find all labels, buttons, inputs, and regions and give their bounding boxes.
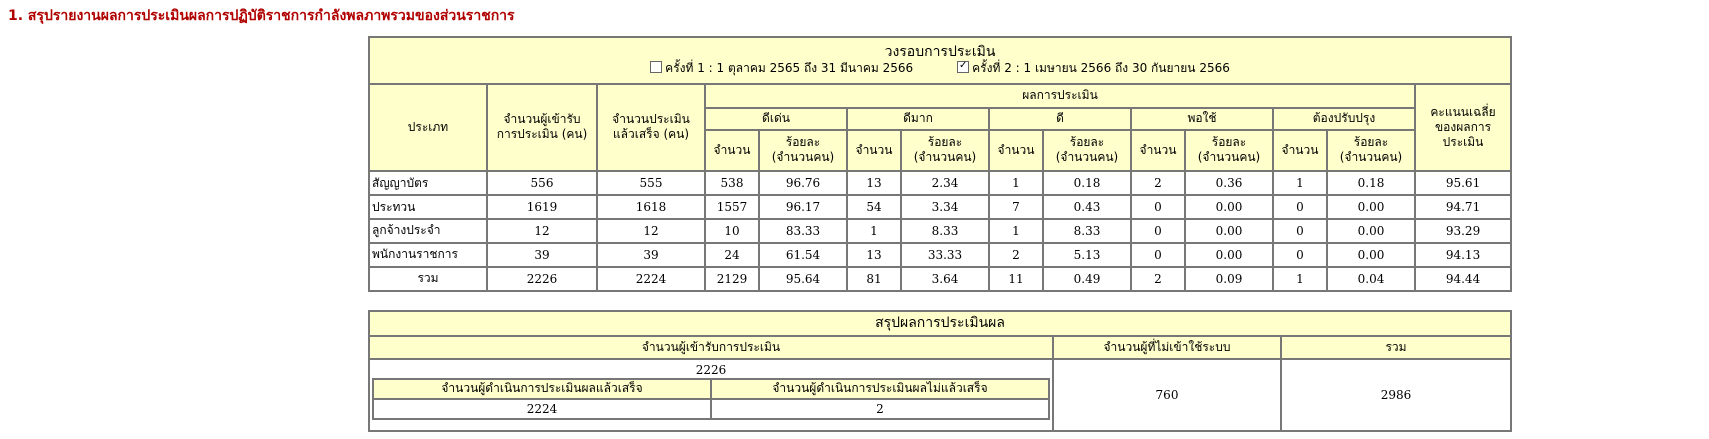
summary-participants-value: 2226: [695, 362, 727, 377]
row-average: 94.13: [1415, 243, 1511, 267]
header-participants-text: จำนวนผู้เข้ารับการประเมิน (คน): [496, 112, 588, 142]
header-evaluated-text: จำนวนประเมินแล้วเสร็จ (คน): [612, 112, 690, 142]
header-average: [1415, 84, 1511, 171]
header-level: ดี: [989, 108, 1131, 130]
header-percent: [1043, 130, 1131, 171]
row-level-percent: 0.18: [1043, 171, 1131, 195]
summary-not-done-value: 2: [711, 399, 1049, 419]
row-level-percent: 0.43: [1043, 195, 1131, 219]
row-participants: 1619: [487, 195, 597, 219]
header-percent: [759, 130, 847, 171]
row-level-count: 1557: [705, 195, 759, 219]
row-level-count: 2129: [705, 267, 759, 291]
header-average-text: คะแนนเฉลี่ยของผลการประเมิน: [1430, 104, 1496, 149]
rounds-title: วงรอบการประเมิน: [884, 43, 996, 60]
table-row: [369, 267, 1511, 291]
header-percent: [901, 130, 989, 171]
row-level-percent: 8.33: [1043, 219, 1131, 243]
row-level-count: 54: [847, 195, 901, 219]
row-evaluated: 555: [597, 171, 705, 195]
table-row: [369, 195, 1511, 219]
evaluation-results-table: [368, 36, 1512, 292]
header-percent-text: ร้อยละ (จำนวนคน): [1339, 135, 1403, 165]
row-evaluated: 2224: [597, 267, 705, 291]
header-level: ต้องปรับปรุง: [1273, 108, 1415, 130]
row-level-count: 0: [1131, 243, 1185, 267]
header-participants: [487, 84, 597, 171]
header-count: จำนวน: [1131, 130, 1185, 171]
row-level-percent: 0.00: [1185, 243, 1273, 267]
row-average: 94.71: [1415, 195, 1511, 219]
row-evaluated: 12: [597, 219, 705, 243]
row-level-count: 13: [847, 171, 901, 195]
row-participants: 556: [487, 171, 597, 195]
summary-not-used-header: จำนวนผู้ที่ไม่เข้าใช้ระบบ: [1053, 336, 1281, 359]
row-level-count: 0: [1131, 195, 1185, 219]
summary-not-done-header: จำนวนผู้ดำเนินการประเมินผลไม่แล้วเสร็จ: [711, 379, 1049, 399]
summary-participants-cell: [369, 359, 1053, 431]
row-level-percent: 5.13: [1043, 243, 1131, 267]
row-level-percent: 0.18: [1327, 171, 1415, 195]
row-participants: 12: [487, 219, 597, 243]
row-level-count: 1: [1273, 171, 1327, 195]
row-evaluated: 1618: [597, 195, 705, 219]
row-level-percent: 0.00: [1327, 243, 1415, 267]
row-participants: 2226: [487, 267, 597, 291]
row-level-percent: 83.33: [759, 219, 847, 243]
row-level-percent: 0.00: [1185, 219, 1273, 243]
row-level-count: 2: [1131, 267, 1185, 291]
row-level-percent: 3.34: [901, 195, 989, 219]
header-count: จำนวน: [847, 130, 901, 171]
row-level-percent: 0.36: [1185, 171, 1273, 195]
table-row: [369, 171, 1511, 195]
header-level: ดีมาก: [847, 108, 989, 130]
row-level-count: 0: [1273, 219, 1327, 243]
row-level-percent: 8.33: [901, 219, 989, 243]
row-type: ลูกจ้างประจำ: [369, 219, 487, 243]
header-results: ผลการประเมิน: [705, 84, 1415, 108]
row-level-percent: 0.49: [1043, 267, 1131, 291]
table-row: [369, 243, 1511, 267]
header-percent-text: ร้อยละ (จำนวนคน): [913, 135, 977, 165]
summary-title: สรุปผลการประเมินผล: [369, 311, 1511, 336]
row-level-percent: 61.54: [759, 243, 847, 267]
row-level-count: 1: [847, 219, 901, 243]
header-percent-text: ร้อยละ (จำนวนคน): [1197, 135, 1261, 165]
row-level-percent: 0.00: [1327, 219, 1415, 243]
header-percent-text: ร้อยละ (จำนวนคน): [1055, 135, 1119, 165]
row-level-percent: 33.33: [901, 243, 989, 267]
row-average: 93.29: [1415, 219, 1511, 243]
rounds-cell: [369, 37, 1511, 84]
row-level-count: 81: [847, 267, 901, 291]
row-level-percent: 3.64: [901, 267, 989, 291]
round-2-option[interactable]: [957, 61, 1230, 76]
row-level-percent: 0.09: [1185, 267, 1273, 291]
summary-completion-table: [372, 378, 1050, 420]
header-count: จำนวน: [705, 130, 759, 171]
row-level-count: 0: [1273, 195, 1327, 219]
header-level: ดีเด่น: [705, 108, 847, 130]
row-level-count: 2: [989, 243, 1043, 267]
header-evaluated: [597, 84, 705, 171]
row-level-percent: 0.00: [1185, 195, 1273, 219]
summary-total-header: รวม: [1281, 336, 1511, 359]
row-level-percent: 96.76: [759, 171, 847, 195]
row-average: 95.61: [1415, 171, 1511, 195]
row-participants: 39: [487, 243, 597, 267]
row-level-count: 1: [989, 171, 1043, 195]
table-row: [369, 219, 1511, 243]
row-level-count: 0: [1131, 219, 1185, 243]
row-level-count: 0: [1273, 243, 1327, 267]
summary-not-used-value: 760: [1053, 359, 1281, 431]
row-level-count: 7: [989, 195, 1043, 219]
row-evaluated: 39: [597, 243, 705, 267]
row-level-count: 13: [847, 243, 901, 267]
row-level-percent: 2.34: [901, 171, 989, 195]
row-type: พนักงานราชการ: [369, 243, 487, 267]
row-type: รวม: [369, 267, 487, 291]
round-1-checkbox[interactable]: [650, 61, 662, 73]
header-count: จำนวน: [989, 130, 1043, 171]
summary-done-value: 2224: [373, 399, 711, 419]
round-1-option[interactable]: [650, 61, 913, 76]
row-level-percent: 95.64: [759, 267, 847, 291]
header-level: พอใช้: [1131, 108, 1273, 130]
summary-done-header: จำนวนผู้ดำเนินการประเมินผลแล้วเสร็จ: [373, 379, 711, 399]
page-title: 1. สรุปรายงานผลการประเมินผลการปฏิบัติราชการกำลังพลภาพรวมของส่วนราชการ: [8, 8, 515, 24]
row-type: ประทวน: [369, 195, 487, 219]
row-level-count: 10: [705, 219, 759, 243]
row-level-count: 1: [989, 219, 1043, 243]
round-2-checkbox[interactable]: [957, 61, 969, 73]
header-percent: [1327, 130, 1415, 171]
round-2-label: ครั้งที่ 2 : 1 เมษายน 2566 ถึง 30 กันยายน 2566: [972, 60, 1230, 75]
row-level-count: 11: [989, 267, 1043, 291]
row-level-percent: 96.17: [759, 195, 847, 219]
row-average: 94.44: [1415, 267, 1511, 291]
round-1-label: ครั้งที่ 1 : 1 ตุลาคม 2565 ถึง 31 มีนาคม 2566: [665, 60, 914, 75]
row-level-count: 24: [705, 243, 759, 267]
summary-total-value: 2986: [1281, 359, 1511, 431]
row-level-count: 1: [1273, 267, 1327, 291]
summary-table: [368, 310, 1512, 432]
summary-participants-header: จำนวนผู้เข้ารับการประเมิน: [369, 336, 1053, 359]
header-percent-text: ร้อยละ (จำนวนคน): [771, 135, 835, 165]
row-level-percent: 0.04: [1327, 267, 1415, 291]
row-type: สัญญาบัตร: [369, 171, 487, 195]
header-count: จำนวน: [1273, 130, 1327, 171]
header-percent: [1185, 130, 1273, 171]
header-type: ประเภท: [369, 84, 487, 171]
row-level-percent: 0.00: [1327, 195, 1415, 219]
row-level-count: 2: [1131, 171, 1185, 195]
row-level-count: 538: [705, 171, 759, 195]
